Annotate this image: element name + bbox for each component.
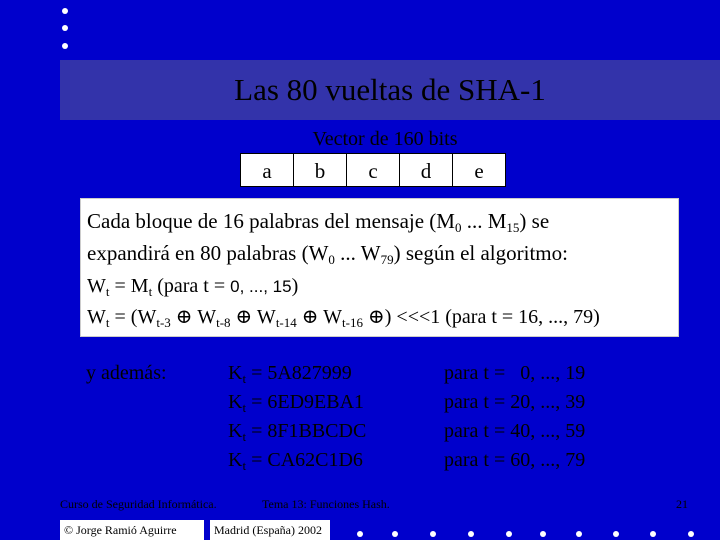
constant-k4: $K_t = CA62C1D6$	[228, 449, 363, 473]
author-credit: © Jorge Ramió Aguirre	[60, 520, 204, 540]
footer-dot	[650, 531, 656, 537]
constant-k2: $K_t = 6ED9EBA1$	[228, 391, 365, 415]
footer-dot	[506, 531, 512, 537]
slide-title: Las 80 vueltas de SHA-1	[234, 72, 546, 107]
footer-topic: Tema 13: Funciones Hash.	[262, 497, 390, 511]
box-line-2: expandirá en 80 palabras ($W_0$ ... $W_{79}$) según el algoritmo:	[87, 241, 568, 267]
constants-intro: y además:	[86, 362, 167, 384]
decor-dot	[62, 8, 68, 14]
footer-dot	[468, 531, 474, 537]
register-a: a	[241, 154, 294, 186]
register-d: d	[400, 154, 453, 186]
footer-course: Curso de Seguridad Informática.	[60, 497, 217, 511]
box-line-1: Cada bloque de 16 palabras del mensaje ($M_0$ ... $M_{15}$) se	[87, 209, 550, 235]
equation-1: $W_t = M_t$ (para t = 0, ..., 15)	[87, 275, 299, 299]
footer-dot	[613, 531, 619, 537]
footer-dot	[430, 531, 436, 537]
range-1: para t = 0, ..., 19	[444, 362, 586, 384]
footer-dot	[540, 531, 546, 537]
decor-dot	[62, 43, 68, 49]
range-4: para t = 60, ..., 79	[444, 449, 586, 471]
decor-dot	[62, 25, 68, 31]
equation-2: $W_t = (W_{t-3}$ ⊕ $W_{t-8}$ ⊕ $W_{t-14}$ ⊕ $W_{t-16}$ ⊕) <<<1 (para t = 16, ..., 79)	[87, 306, 600, 330]
constant-k3: $K_t$ = 8F1BBCDC	[228, 420, 367, 444]
range-3: para t = 40, ..., 59	[444, 420, 586, 442]
register-b: b	[294, 154, 347, 186]
register-row	[240, 153, 506, 187]
place-credit: Madrid (España) 2002	[210, 520, 330, 540]
constant-k1: $K_t = 5A827999$	[228, 362, 352, 386]
range-2: para t = 20, ..., 39	[444, 391, 586, 413]
register-e: e	[453, 154, 505, 186]
footer-dot	[688, 531, 694, 537]
register-c: c	[347, 154, 400, 186]
algorithm-box	[80, 198, 679, 337]
footer-dot	[576, 531, 582, 537]
footer-dot	[392, 531, 398, 537]
vector-label: Vector de 160 bits	[312, 128, 458, 150]
footer-dot	[357, 531, 363, 537]
page-number: 21	[676, 497, 688, 511]
